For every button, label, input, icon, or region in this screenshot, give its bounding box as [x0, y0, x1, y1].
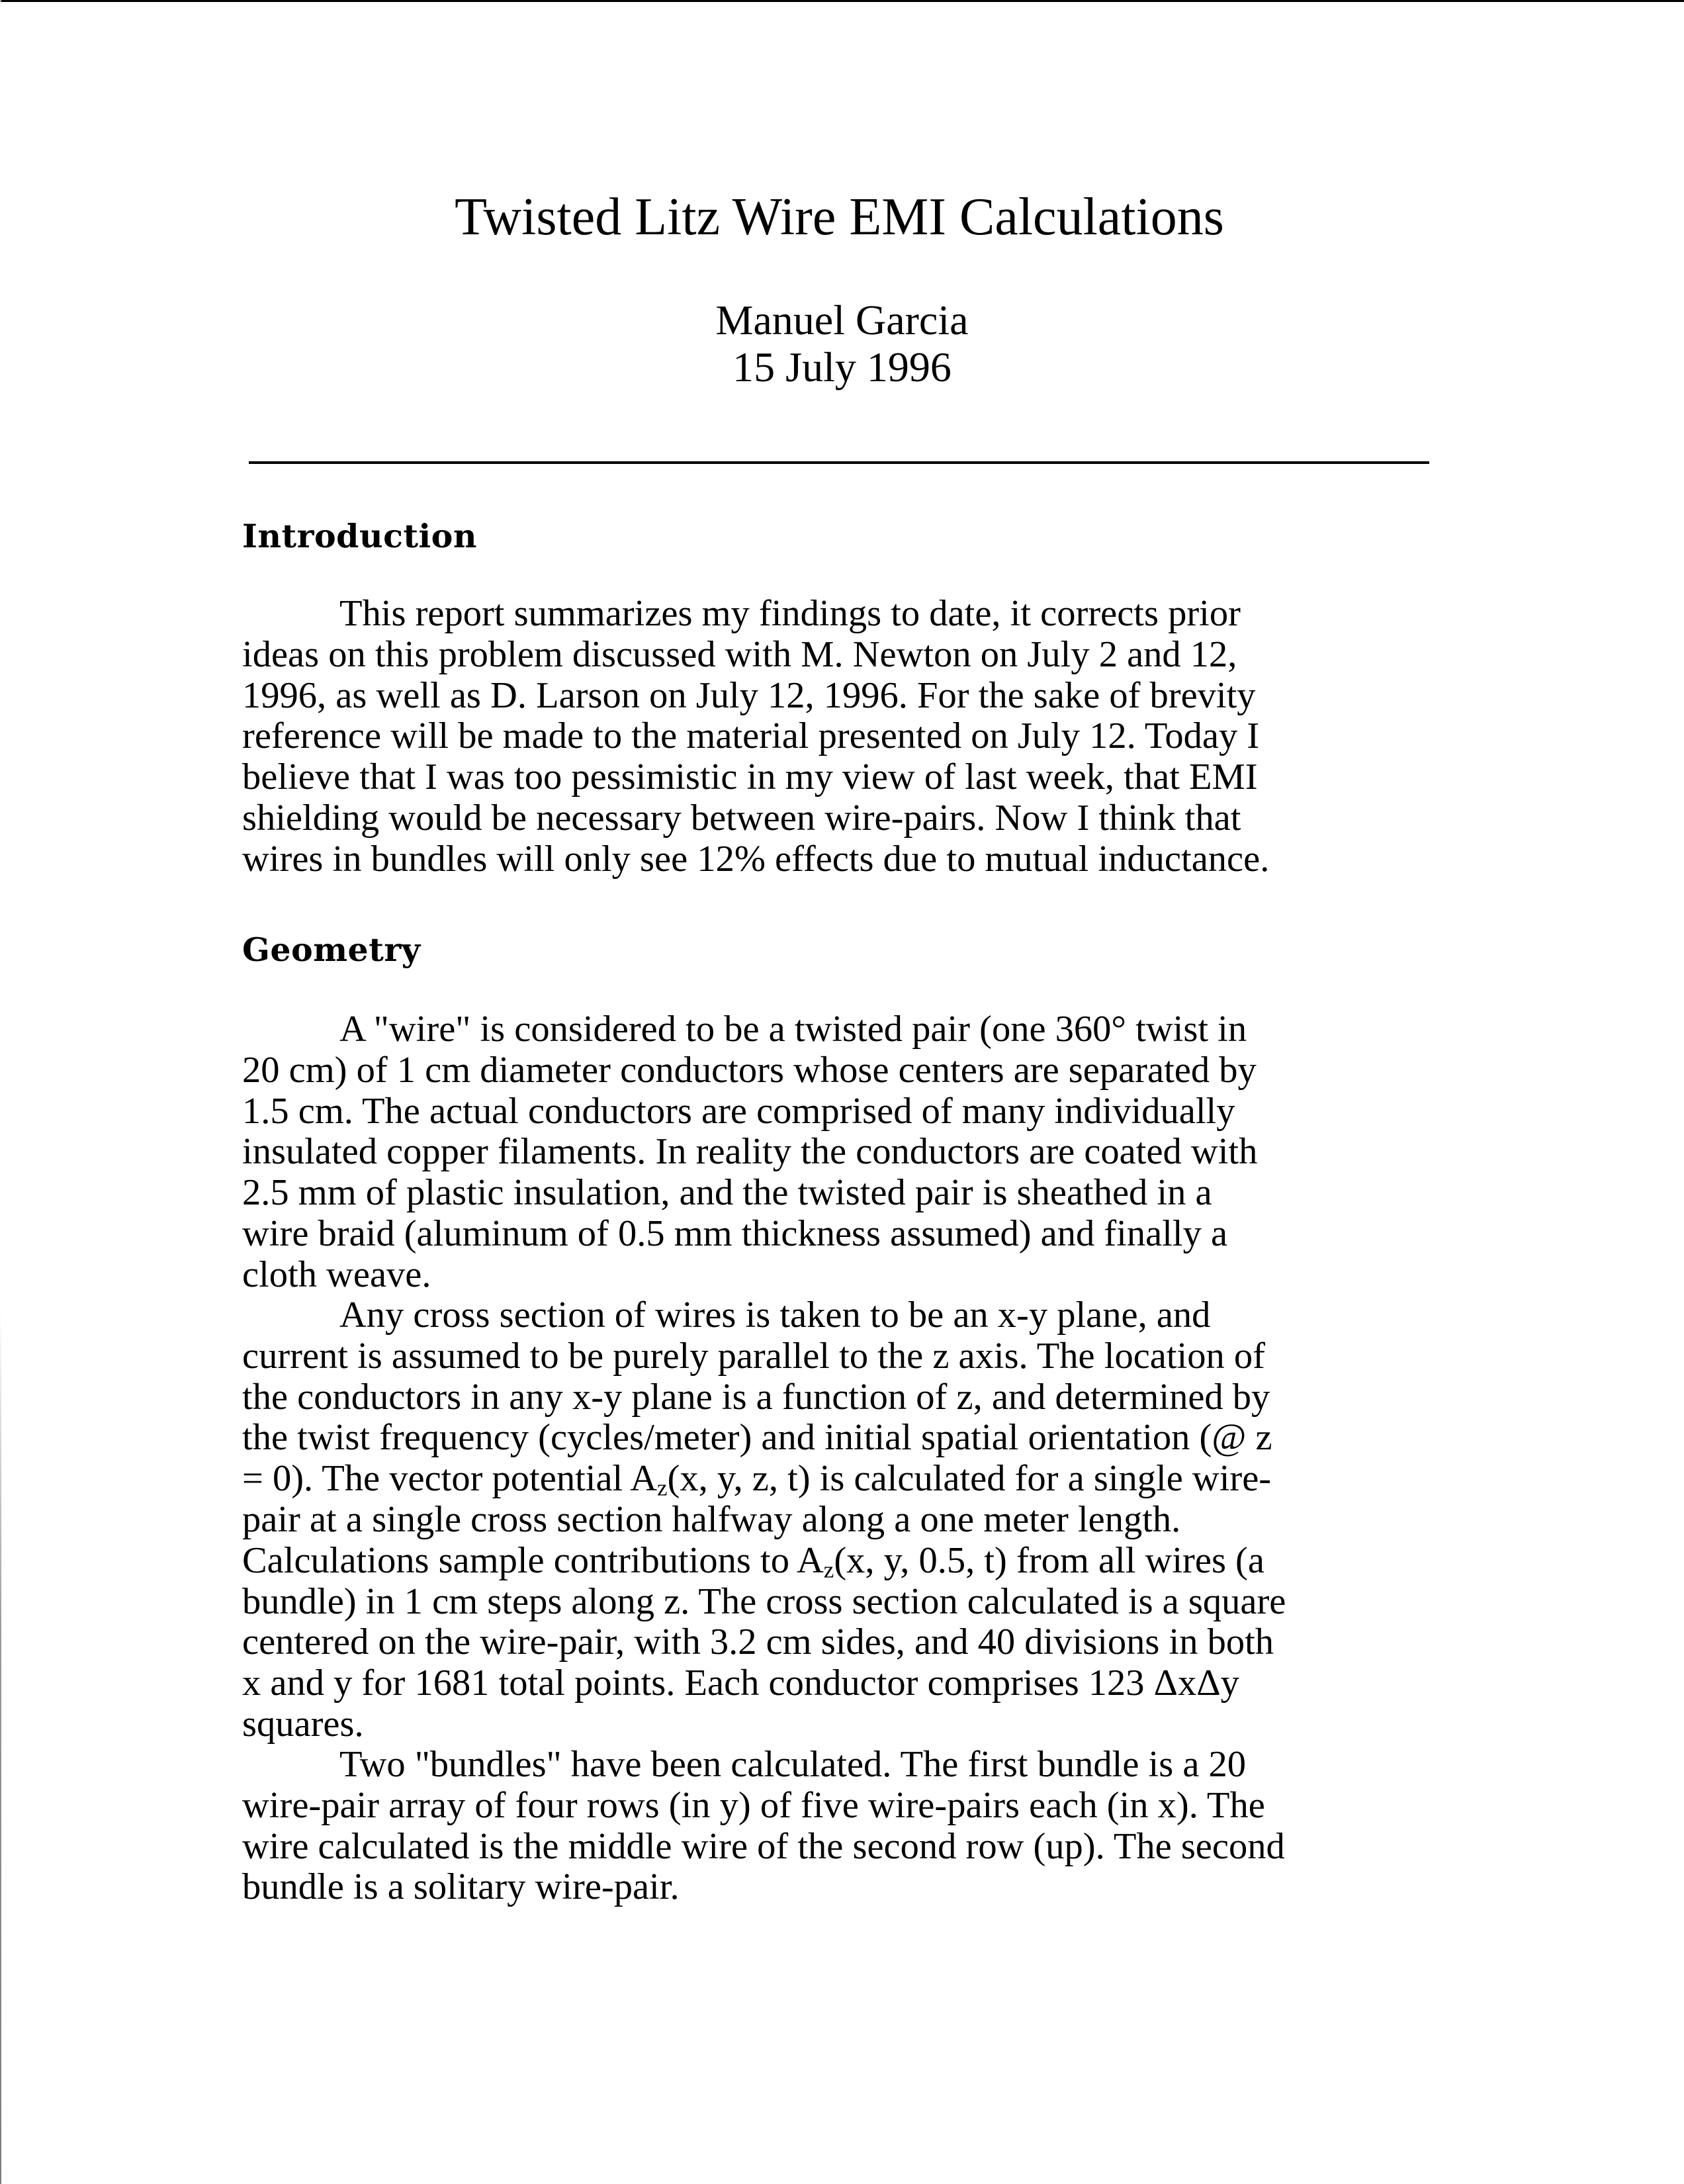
text-line-vector-potential: [242, 1459, 1453, 1500]
document-title-text: Twisted Litz Wire EMI Calculations: [455, 188, 1224, 246]
text-line: A "wire" is considered to be a twisted pair (one 360° twist in: [339, 1009, 1247, 1050]
document-date: 15 July 1996: [732, 343, 952, 390]
text-line: centered on the wire-pair, with 3.2 cm sides, and 40 divisions in both: [242, 1621, 1274, 1663]
text-line: 20 cm) of 1 cm diameter conductors whose centers are separated by: [242, 1049, 1257, 1091]
text-line: Any cross section of wires is taken to be an x-y plane, and: [339, 1295, 1211, 1336]
text-fragment: Calculations sample contributions to A: [242, 1539, 824, 1581]
scan-edge-top: [0, 0, 1684, 2]
text-line: wire braid (aluminum of 0.5 mm thickness assumed) and finally a: [242, 1212, 1228, 1254]
text-line: pair at a single cross section halfway along a one meter length.: [242, 1498, 1181, 1540]
document-author: Manuel Garcia: [715, 296, 969, 343]
text-fragment: (x, y, 0.5, t) from all wires (a: [834, 1539, 1264, 1581]
text-line: shielding would be necessary between wire-pairs. Now I think that: [242, 797, 1241, 839]
document-title: [0, 184, 1684, 250]
section-heading-introduction: Introduction: [242, 517, 477, 555]
text-line-sample-contributions: [242, 1541, 1453, 1582]
paragraph-geometry-bundles: [242, 1745, 1453, 1908]
paragraph-introduction: [242, 594, 1453, 880]
text-line: cloth weave.: [242, 1253, 431, 1295]
text-line: insulated copper filaments. In reality the conductors are coated with: [242, 1131, 1258, 1173]
text-line: wire-pair array of four rows (in y) of five wire-pairs each (in x). The: [242, 1784, 1265, 1826]
text-line: reference will be made to the material presented on July 12. Today I: [242, 715, 1260, 757]
text-line: wire calculated is the middle wire of the second row (up). The second: [242, 1825, 1285, 1867]
text-line: the twist frequency (cycles/meter) and initial spatial orientation (@ z: [242, 1417, 1272, 1459]
text-line: x and y for 1681 total points. Each conductor comprises 123 ΔxΔy: [242, 1662, 1239, 1704]
paragraph-geometry-cross-section: [242, 1295, 1453, 1745]
text-line: 2.5 mm of plastic insulation, and the twisted pair is sheathed in a: [242, 1172, 1212, 1214]
text-line: Two "bundles" have been calculated. The first bundle is a 20: [339, 1744, 1247, 1785]
text-line: believe that I was too pessimistic in my view of last week, that EMI: [242, 756, 1258, 798]
text-line: wires in bundles will only see 12% effects due to mutual inductance.: [242, 838, 1270, 880]
section-heading-geometry: Geometry: [242, 931, 421, 969]
subscript-z: z: [823, 1557, 834, 1583]
subscript-z: z: [657, 1475, 668, 1501]
text-fragment: = 0). The vector potential A: [242, 1458, 658, 1500]
text-line: This report summarizes my findings to date, it corrects prior: [339, 593, 1241, 634]
text-line: squares.: [242, 1703, 364, 1745]
text-line: 1996, as well as D. Larson on July 12, 1996. For the sake of brevity: [242, 674, 1256, 716]
text-line: 1.5 cm. The actual conductors are comprised of many individually: [242, 1090, 1235, 1132]
text-line: bundle is a solitary wire-pair.: [242, 1866, 680, 1908]
text-line: the conductors in any x-y plane is a function of z, and determined by: [242, 1376, 1270, 1418]
text-line: current is assumed to be purely parallel to the z axis. The location of: [242, 1335, 1265, 1377]
text-fragment: (x, y, z, t) is calculated for a single wire-: [667, 1458, 1272, 1500]
title-divider: [249, 461, 1429, 464]
text-line: ideas on this problem discussed with M. Newton on July 2 and 12,: [242, 633, 1237, 675]
text-line: bundle) in 1 cm steps along z. The cross section calculated is a square: [242, 1580, 1286, 1622]
paragraph-geometry-wire-definition: [242, 1009, 1453, 1296]
